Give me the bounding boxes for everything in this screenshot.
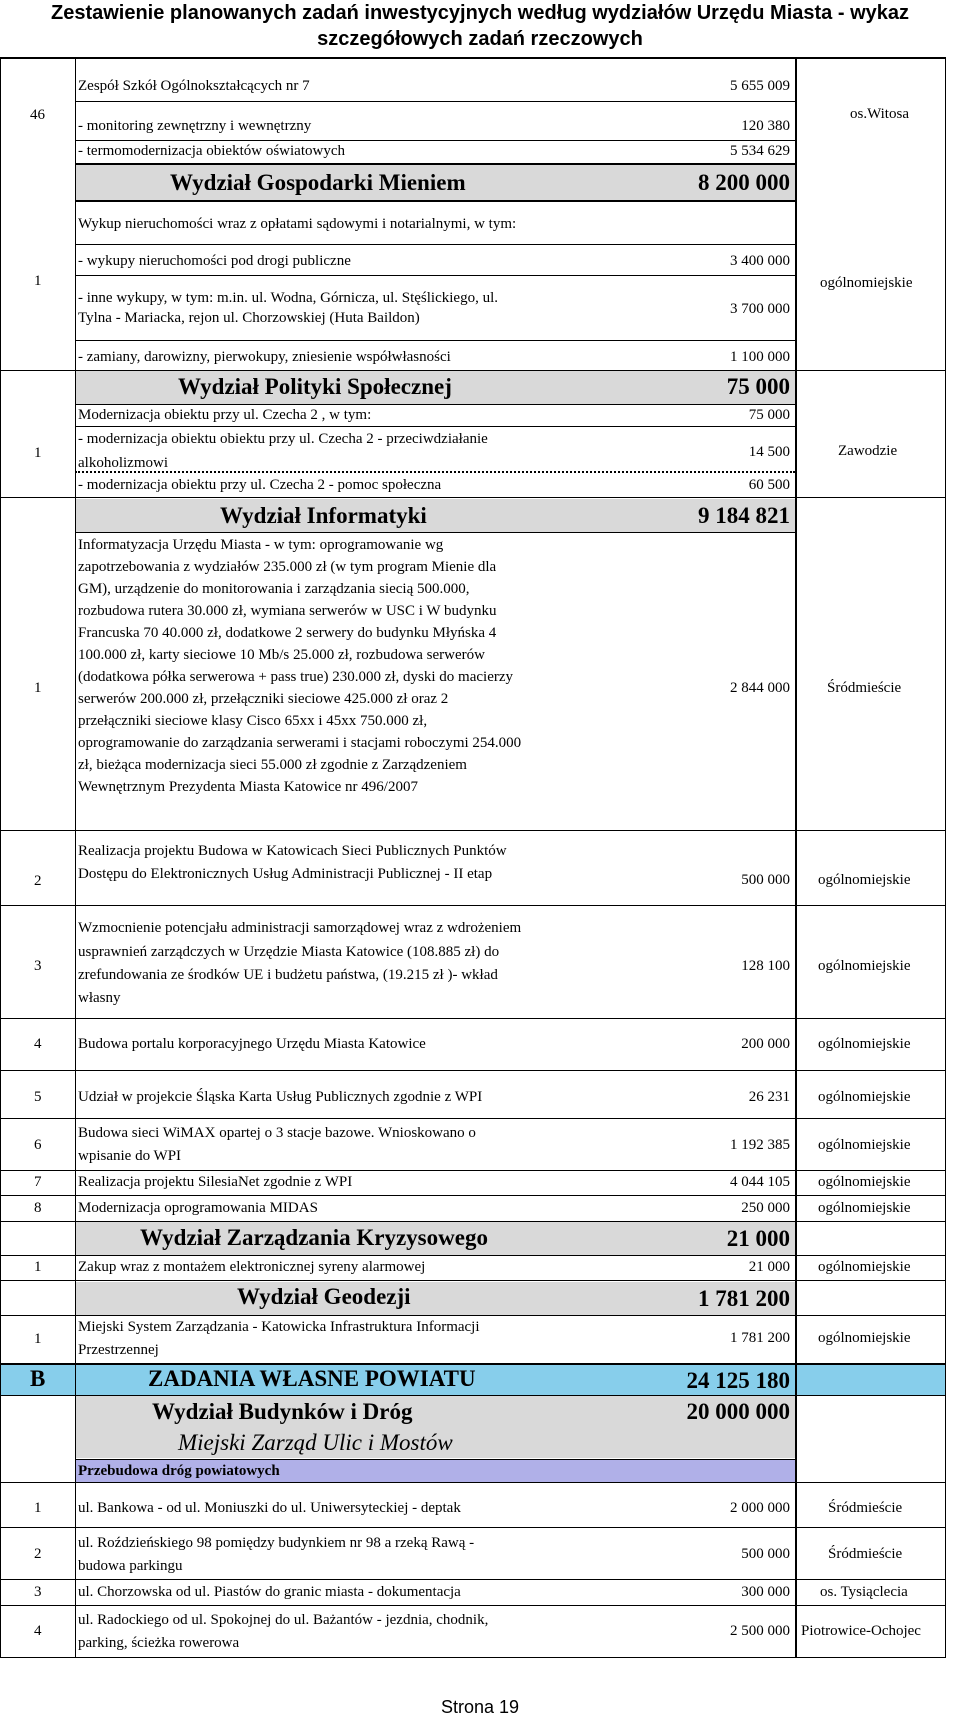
frame-left (0, 57, 1, 1657)
inf-item3-line1: Wzmocnienie potencjału administracji samorządowej wraz z wdrożeniem (78, 920, 522, 936)
page-header (0, 0, 960, 52)
inf-item8-location: ogólnomiejskie (818, 1200, 911, 1216)
ps-no: 1 (34, 445, 42, 461)
bid-dept-amount: 20 000 000 (686, 1399, 790, 1424)
inf-item1-location: Śródmieście (827, 680, 902, 696)
inf-item4-location: ogólnomiejskie (818, 1036, 911, 1052)
row-line (0, 1221, 946, 1222)
inf-item1-text (78, 534, 598, 798)
text-line: zł, bieżąca modernizacja sieci 55.000 zł zgodnie z Zarządzeniem (78, 757, 467, 773)
row-line (0, 1605, 946, 1606)
gm-item3: - zamiany, darowizny, pierwokupy, zniesienie współwłasności (78, 349, 451, 365)
road2-location: Śródmieście (828, 1546, 903, 1562)
inf-item3-line4: własny (78, 990, 121, 1006)
text-line: serwerów 200.000 zł, przełączniki sieciowe 425.000 zł oraz 2 (78, 691, 449, 707)
gm-item3-amount: 1 100 000 (730, 349, 790, 365)
frame-top (0, 57, 946, 59)
inf-item2-no: 2 (34, 873, 42, 889)
road1-location: Śródmieście (828, 1500, 903, 1516)
b-title: ZADANIA WŁASNE POWIATU (148, 1366, 476, 1391)
row-line (0, 1118, 946, 1119)
zk-no: 1 (34, 1259, 42, 1275)
row-line (0, 1395, 946, 1396)
page-title-line2: szczegółowych zadań rzeczowych (317, 28, 643, 50)
inf-item4-no: 4 (34, 1036, 42, 1052)
frame-bottom (0, 1657, 946, 1658)
inf-item6-amount: 1 192 385 (730, 1137, 790, 1153)
geo-dept: Wydział Geodezji (237, 1284, 411, 1309)
gm-item2-line1: - inne wykupy, w tym: m.in. ul. Wodna, Górnicza, ul. Stęślickiego, ul. (78, 290, 498, 306)
row-line (0, 1579, 946, 1580)
gm-dept-amount: 8 200 000 (698, 170, 790, 195)
geo-no: 1 (34, 1331, 42, 1347)
text-line: rozbudowa rutera 30.000 zł, wymiana serwerów w USC i W budynku (78, 603, 497, 619)
text-line: 100.000 zł, karty sieciowe 10 Mb/s 25.000 zł, rozbudowa serwerów (78, 647, 485, 663)
inf-item7-location: ogólnomiejskie (818, 1174, 911, 1190)
sec46-title-amount: 5 655 009 (730, 78, 790, 94)
road4-amount: 2 500 000 (730, 1623, 790, 1639)
road3-location: os. Tysiąclecia (820, 1584, 908, 1600)
zk-dept-amount: 21 000 (726, 1226, 790, 1251)
text-line: Informatyzacja Urzędu Miasta - w tym: oprogramowanie wg (78, 537, 444, 553)
gm-intro: Wykup nieruchomości wraz z opłatami sądowymi i notarialnymi, w tym: (78, 216, 517, 232)
ps-item2: - modernizacja obiektu przy ul. Czecha 2 - pomoc społeczna (78, 477, 442, 493)
road2-line1: ul. Roździeńskiego 98 pomiędzy budynkiem nr 98 a rzeką Rawą - (78, 1535, 475, 1551)
row-line (0, 1527, 946, 1528)
row-line (0, 1070, 946, 1071)
road2-no: 2 (34, 1546, 42, 1562)
inf-item5-amount: 26 231 (748, 1089, 790, 1105)
text-line: Francuska 70 40.000 zł, dodatkowe 2 serwery do budynku Młyńska 4 (78, 625, 497, 641)
ps-location: Zawodzie (838, 443, 898, 459)
inf-item7-amount: 4 044 105 (730, 1174, 790, 1190)
inf-item3-amount: 128 100 (741, 958, 790, 974)
row-line (75, 275, 795, 276)
geo-dept-amount: 1 781 200 (698, 1286, 790, 1311)
road3-no: 3 (34, 1584, 42, 1600)
inf-item5-no: 5 (34, 1089, 42, 1105)
row-line (0, 905, 946, 906)
dotted-line (75, 471, 795, 473)
row-line (75, 426, 795, 427)
geo-amount: 1 781 200 (730, 1330, 790, 1346)
frame-right (945, 57, 946, 1657)
gm-item2-amount: 3 700 000 (730, 301, 790, 317)
sec46-location: os.Witosa (850, 106, 909, 122)
row-line (75, 163, 795, 165)
sec46-title: Zespół Szkół Ogólnokształcących nr 7 (78, 78, 310, 94)
inf-item6-location: ogólnomiejskie (818, 1137, 911, 1153)
inf-item2-line2: Dostępu do Elektronicznych Usług Administracji Publicznej - II etap (78, 866, 493, 882)
zk-location: ogólnomiejskie (818, 1259, 911, 1275)
inf-item1-no: 1 (34, 680, 42, 696)
bid-section: Przebudowa dróg powiatowych (78, 1463, 280, 1479)
inf-item3-location: ogólnomiejskie (818, 958, 911, 974)
inf-item2-line1: Realizacja projektu Budowa w Katowicach Sieci Publicznych Punktów (78, 843, 507, 859)
road4-no: 4 (34, 1623, 42, 1639)
ps-title: Modernizacja obiektu przy ul. Czecha 2 , w tym: (78, 407, 372, 423)
text-line: Wewnętrznym Prezydenta Miasta Katowice nr 496/2007 (78, 779, 418, 795)
road2-amount: 500 000 (741, 1546, 790, 1562)
zk-dept: Wydział Zarządzania Kryzysowego (140, 1225, 488, 1250)
row-line (0, 370, 946, 371)
ps-item1-line1: - modernizacja obiektu obiektu przy ul. Czecha 2 - przeciwdziałanie (78, 431, 488, 447)
zk-amount: 21 000 (748, 1259, 790, 1275)
inf-item6-line1: Budowa sieci WiMAX opartej o 3 stacje bazowe. Wnioskowano o (78, 1125, 476, 1141)
inf-item8-amount: 250 000 (741, 1200, 790, 1216)
page-number: Strona 19 (440, 1697, 520, 1717)
road4-line2: parking, ścieżka rowerowa (78, 1635, 240, 1651)
sec46-item2-amount: 5 534 629 (730, 143, 790, 159)
zk-item: Zakup wraz z montażem elektronicznej syreny alarmowej (78, 1259, 426, 1275)
row-line (75, 244, 795, 245)
inf-item7-no: 7 (34, 1174, 42, 1190)
road1-line1: ul. Bankowa - od ul. Moniuszki do ul. Uniwersyteckiej - deptak (78, 1500, 461, 1516)
gm-location: ogólnomiejskie (820, 275, 913, 291)
inf-item3-line2: usprawnień zarządczych w Urzędzie Miasta Katowice (108.885 zł) do (78, 944, 500, 960)
ps-item1-line2: alkoholizmowi (78, 455, 168, 471)
road1-amount: 2 000 000 (730, 1500, 790, 1516)
row-line (75, 200, 795, 202)
road4-line1: ul. Radockiego od ul. Spokojnej do ul. Bażantów - jezdnia, chodnik, (78, 1612, 489, 1628)
sec46-item1: - monitoring zewnętrzny i wewnętrzny (78, 118, 312, 134)
ps-title-amount: 75 000 (748, 407, 790, 423)
gm-item1-amount: 3 400 000 (730, 253, 790, 269)
inf-item1-amount: 2 844 000 (730, 680, 790, 696)
road3-line1: ul. Chorzowska od ul. Piastów do granic miasta - dokumentacja (78, 1584, 461, 1600)
sec46-item1-amount: 120 380 (741, 118, 790, 134)
inf-item8-no: 8 (34, 1200, 42, 1216)
text-line: zapotrzebowania z wydziałów 235.000 zł (w tym program Mienie dla (78, 559, 497, 575)
inf-item3-no: 3 (34, 958, 42, 974)
inf-item4-amount: 200 000 (741, 1036, 790, 1052)
row-line (0, 1482, 946, 1483)
frame-col1 (75, 57, 76, 1657)
inf-item2-amount: 500 000 (741, 872, 790, 888)
inf-item2-location: ogólnomiejskie (818, 872, 911, 888)
bid-sub: Miejski Zarząd Ulic i Mostów (178, 1430, 453, 1455)
inf-item6-no: 6 (34, 1137, 42, 1153)
inf-item4-line1: Budowa portalu korporacyjnego Urzędu Miasta Katowice (78, 1036, 426, 1052)
geo-line1: Miejski System Zarządzania - Katowicka Infrastruktura Informacji (78, 1319, 480, 1335)
text-line: przełączniki sieciowe klasy Cisco 65xx i 45xx 750.000 zł, (78, 713, 428, 729)
road1-no: 1 (34, 1500, 42, 1516)
inf-item6-line2: wpisanie do WPI (78, 1148, 182, 1164)
row-line (0, 830, 946, 831)
row-line (75, 532, 795, 533)
inf-item5-line1: Udział w projekcie Śląska Karta Usług Publicznych zgodnie z WPI (78, 1089, 483, 1105)
geo-line2: Przestrzennej (78, 1342, 159, 1358)
gm-no: 1 (34, 273, 42, 289)
road3-amount: 300 000 (741, 1584, 790, 1600)
sec46-no: 46 (30, 107, 45, 123)
row-line (0, 1280, 946, 1281)
gm-dept: Wydział Gospodarki Mieniem (170, 170, 466, 195)
ps-dept: Wydział Polityki Społecznej (178, 374, 452, 399)
inf-dept-amount: 9 184 821 (698, 503, 790, 528)
inf-item8-line1: Modernizacja oprogramowania MIDAS (78, 1200, 318, 1216)
row-line (75, 340, 795, 341)
row-line (75, 101, 795, 102)
text-line: oprogramowanie do zarządzania serwerami i stacjami roboczymi 254.000 (78, 735, 522, 751)
row-line (0, 497, 946, 498)
gm-item2-line2: Tylna - Mariacka, rejon ul. Chorzowskiej (Huta Baildon) (78, 310, 420, 326)
inf-item3-line3: zrefundowania ze środków UE i budżetu państwa, (19.215 zł )- wkład (78, 967, 498, 983)
inf-item5-location: ogólnomiejskie (818, 1089, 911, 1105)
b-amount: 24 125 180 (686, 1368, 790, 1393)
geo-location: ogólnomiejskie (818, 1330, 911, 1346)
text-line: (dodatkowa półka serwerowa + pass true) 230.000 zł, dyski do macierzy (78, 669, 513, 685)
road2-line2: budowa parkingu (78, 1558, 183, 1574)
road4-location: Piotrowice-Ochojec (801, 1623, 921, 1639)
b-letter: B (30, 1366, 46, 1391)
frame-col2 (795, 57, 797, 1657)
page-title-line1: Zestawienie planowanych zadań inwestycyjnych według wydziałów Urzędu Miasta - wykaz (50, 2, 909, 24)
bid-dept: Wydział Budynków i Dróg (152, 1399, 413, 1424)
sec46-item2: - termomodernizacja obiektów oświatowych (78, 143, 345, 159)
ps-dept-amount: 75 000 (726, 374, 790, 399)
ps-item2-amount: 60 500 (748, 477, 790, 493)
row-line (0, 1018, 946, 1019)
ps-item1-amount: 14 500 (748, 444, 790, 460)
inf-item7-line1: Realizacja projektu SilesiaNet zgodnie z WPI (78, 1174, 353, 1190)
inf-dept: Wydział Informatyki (220, 503, 427, 528)
row-line (0, 1195, 946, 1196)
gm-item1: - wykupy nieruchomości pod drogi publiczne (78, 253, 351, 269)
text-line: GM), urządzenie do monitorowania i zarządzania siecią 500.000, (78, 581, 470, 597)
